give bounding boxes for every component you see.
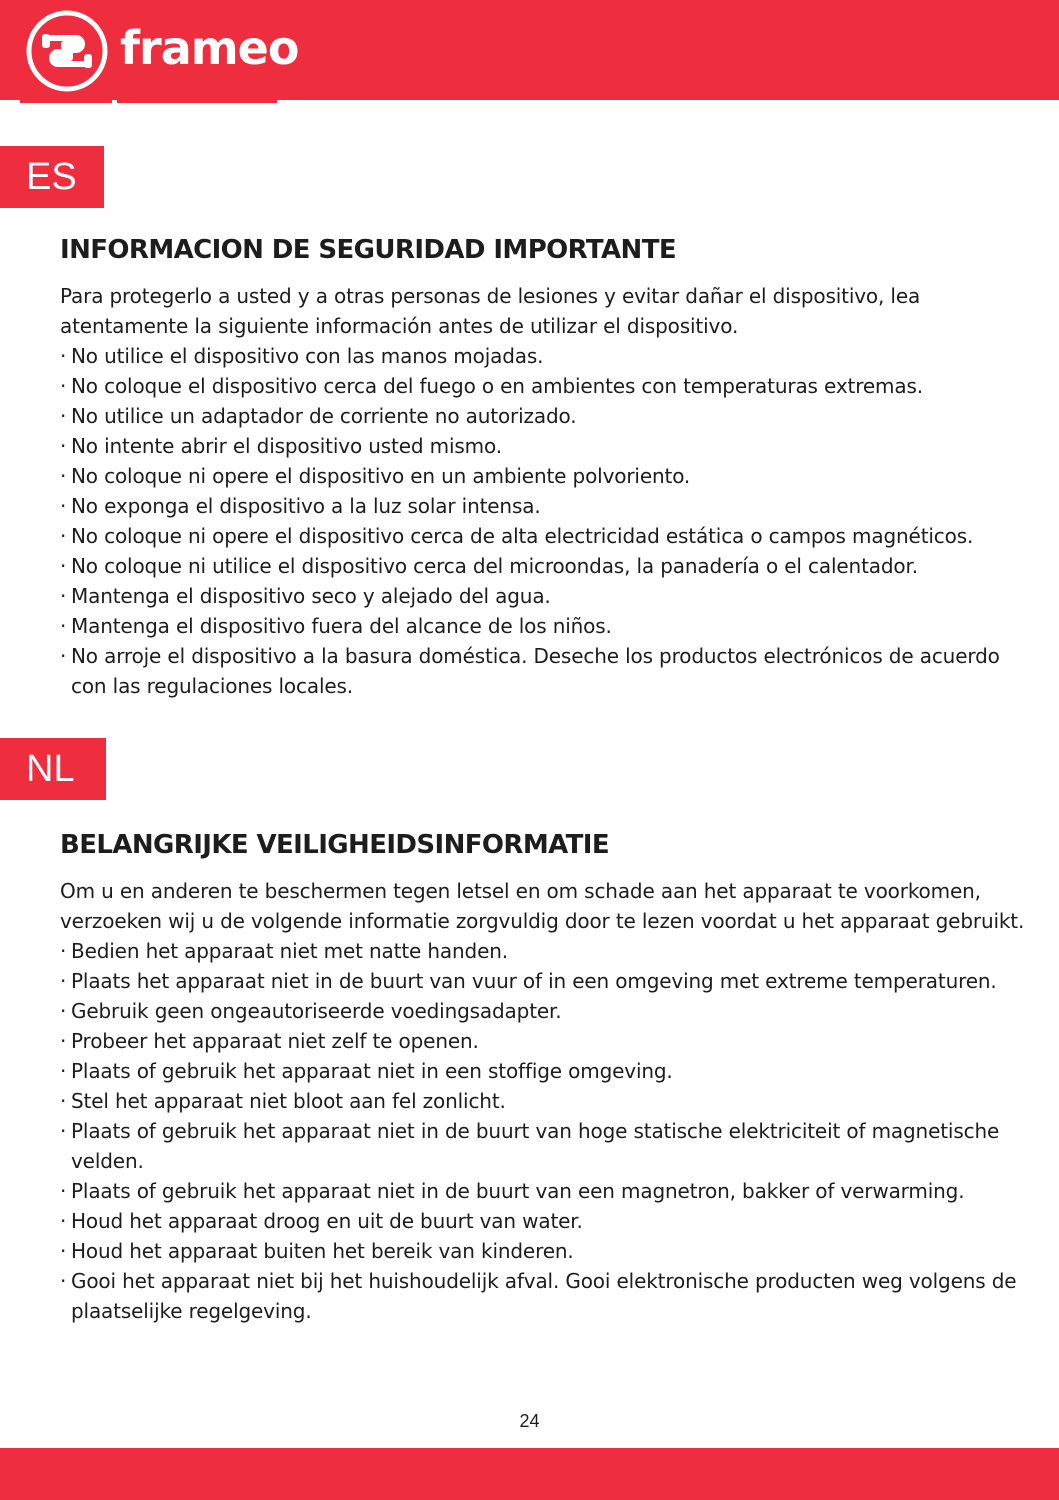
list-item: · Gebruik geen ongeautoriseerde voedingsadapter. [60,996,1030,1026]
list-item: · Plaats of gebruik het apparaat niet in de buurt van hoge statische elektriciteit of magnetische velden. [60,1116,1030,1176]
list-item: · Plaats het apparaat niet in de buurt van vuur of in een omgeving met extreme temperaturen. [60,966,1030,996]
list-item: · Houd het apparaat droog en uit de buurt van water. [60,1206,1030,1236]
safety-list [60,341,1030,701]
list-item: · No utilice un adaptador de corriente no autorizado. [60,401,1030,431]
list-item: · No coloque ni utilice el dispositivo cerca del microondas, la panadería o el calentador. [60,551,1030,581]
list-item: · Gooi het apparaat niet bij het huishoudelijk afval. Gooi elektronische producten weg volgens de plaatselijke regelgeving. [60,1266,1030,1326]
language-tag-nl: NL [0,738,106,800]
section-intro: Om u en anderen te beschermen tegen letsel en om schade aan het apparaat te voorkomen, verzoeken wij u de volgende informatie zorgvuldig door te lezen voordat u het apparaat gebruikt. [60,879,1025,933]
section-es [60,233,1030,701]
list-item: · No exponga el dispositivo a la luz solar intensa. [60,491,1030,521]
safety-list [60,936,1030,1326]
header-accent-line [117,100,277,103]
section-title: INFORMACION DE SEGURIDAD IMPORTANTE [60,235,677,265]
list-item: · No utilice el dispositivo con las manos mojadas. [60,341,1030,371]
list-item: · Bedien het apparaat niet met natte handen. [60,936,1030,966]
list-item: · Probeer het apparaat niet zelf te openen. [60,1026,1030,1056]
section-nl [60,828,1030,1326]
list-item: · No coloque el dispositivo cerca del fuego o en ambientes con temperaturas extremas. [60,371,1030,401]
list-item: · No coloque ni opere el dispositivo cerca de alta electricidad estática o campos magnéticos. [60,521,1030,551]
page-number: 24 [519,1411,540,1431]
section-title: BELANGRIJKE VEILIGHEIDSINFORMATIE [60,830,610,860]
list-item: · Houd het apparaat buiten het bereik van kinderen. [60,1236,1030,1266]
footer-bar [0,1448,1059,1500]
list-item: · No coloque ni opere el dispositivo en un ambiente polvoriento. [60,461,1030,491]
brand-name: frameo [120,21,299,75]
list-item: · Mantenga el dispositivo fuera del alcance de los niños. [60,611,1030,641]
list-item: · Plaats of gebruik het apparaat niet in de buurt van een magnetron, bakker of verwarming. [60,1176,1030,1206]
frameo-hands-logo-icon [26,10,108,92]
list-item: · Mantenga el dispositivo seco y alejado del agua. [60,581,1030,611]
language-tag-es: ES [0,146,104,208]
list-item: · Plaats of gebruik het apparaat niet in een stoffige omgeving. [60,1056,1030,1086]
list-item: · No arroje el dispositivo a la basura doméstica. Deseche los productos electrónicos de acuerdo con las regulaciones locales. [60,641,1030,701]
header-bar [0,0,1059,100]
list-item: · Stel het apparaat niet bloot aan fel zonlicht. [60,1086,1030,1116]
header-accent-line [20,100,112,103]
list-item: · No intente abrir el dispositivo usted mismo. [60,431,1030,461]
section-intro: Para protegerlo a usted y a otras personas de lesiones y evitar dañar el dispositivo, lea atentamente la siguiente información antes de utilizar el dispositivo. [60,284,921,338]
